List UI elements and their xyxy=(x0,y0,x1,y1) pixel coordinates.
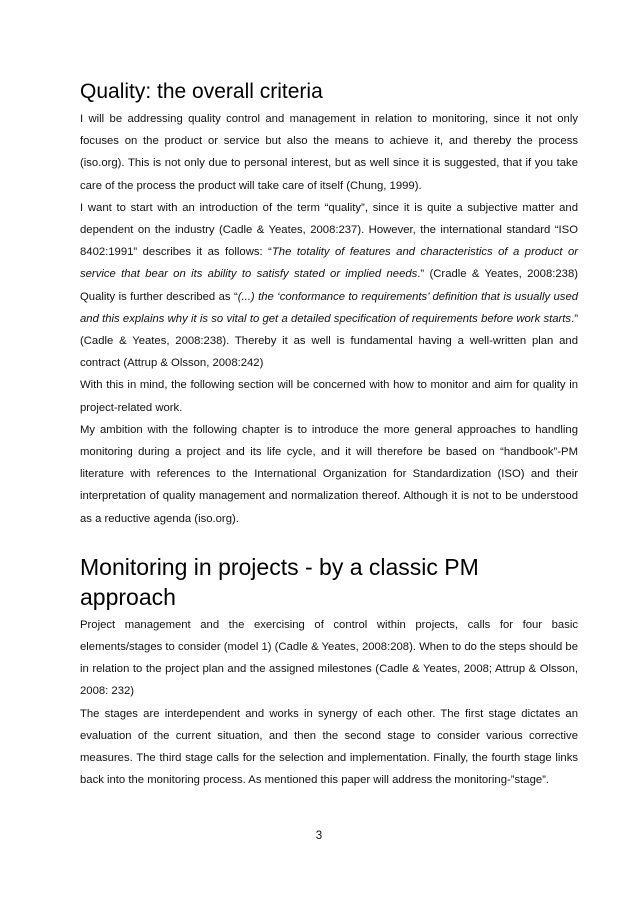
paragraph-monitoring-stages: The stages are interdependent and works in synergy of each other. The first stage dictates an evaluation of the current situation, and then the second stage to consider various corrective measures. The third stage calls for the selection and implementation. Finally, the fourth stage links back into the monitoring process. As mentioned this paper will address the monitoring-”stage”. xyxy=(80,707,578,787)
page-content xyxy=(80,79,578,791)
text-run: I want to start with an introduction of the term “quality”, since it is quite a subjective matter and dependent on the industry (Cadle & Yeates, 2008:237). However, the international standard “ISO 8402:1991” describes it as follows: “ xyxy=(80,201,578,259)
page-number: 3 xyxy=(315,830,323,842)
quote-conformance: (...) the ‘conformance to requirements’ definition that is usually used and this explains why it is so vital to get a detailed specification of requirements before work starts xyxy=(80,290,579,325)
paragraph-quality-definition xyxy=(80,197,578,375)
text-run: .” (Cadle & Yeates, 2008:238). Thereby it as well is fundamental having a well-written plan and contract (Attrup & Olsson, 2008:242) xyxy=(80,312,578,370)
paragraph-quality-transition: With this in mind, the following section will be concerned with how to monitor and aim for quality in project-related work. xyxy=(80,379,578,414)
text-run: .” (Cradle & Yeates, 2008:238) Quality is further described as “ xyxy=(80,268,578,303)
section-heading-quality: Quality: the overall criteria xyxy=(80,80,323,103)
paragraph-monitoring-control: Project management and the exercising of control within projects, calls for four basic elements/stages to consider (model 1) (Cadle & Yeates, 2008:208). When to do the steps should be in relation to the project plan and the assigned milestones (Cadle & Yeates, 2008; Attrup & Olsson, 2008: 232) xyxy=(80,618,578,698)
paragraph-chapter-ambition: My ambition with the following chapter is to introduce the more general approaches to handling monitoring during a project and its life cycle, and it will therefore be based on “handbook”-PM literature with references to the International Organization for Standardization (ISO) and their interpretation of quality management and normalization thereof. Although it is not to be understood as a reductive agenda (iso.org). xyxy=(80,423,578,525)
paragraph-quality-intro: I will be addressing quality control and management in relation to monitoring, since it not only focuses on the product or service but also the means to achieve it, and thereby the process (iso.org). This is not only due to personal interest, but as well since it is suggested, that if you take care of the process the product will take care of itself (Chung, 1999). xyxy=(80,113,578,192)
section-heading-monitoring: Monitoring in projects - by a classic PM approach xyxy=(80,553,479,610)
quote-iso-definition: The totality of features and characteristics of a product or service that bear on its ability to satisfy stated or implied needs xyxy=(80,246,579,281)
